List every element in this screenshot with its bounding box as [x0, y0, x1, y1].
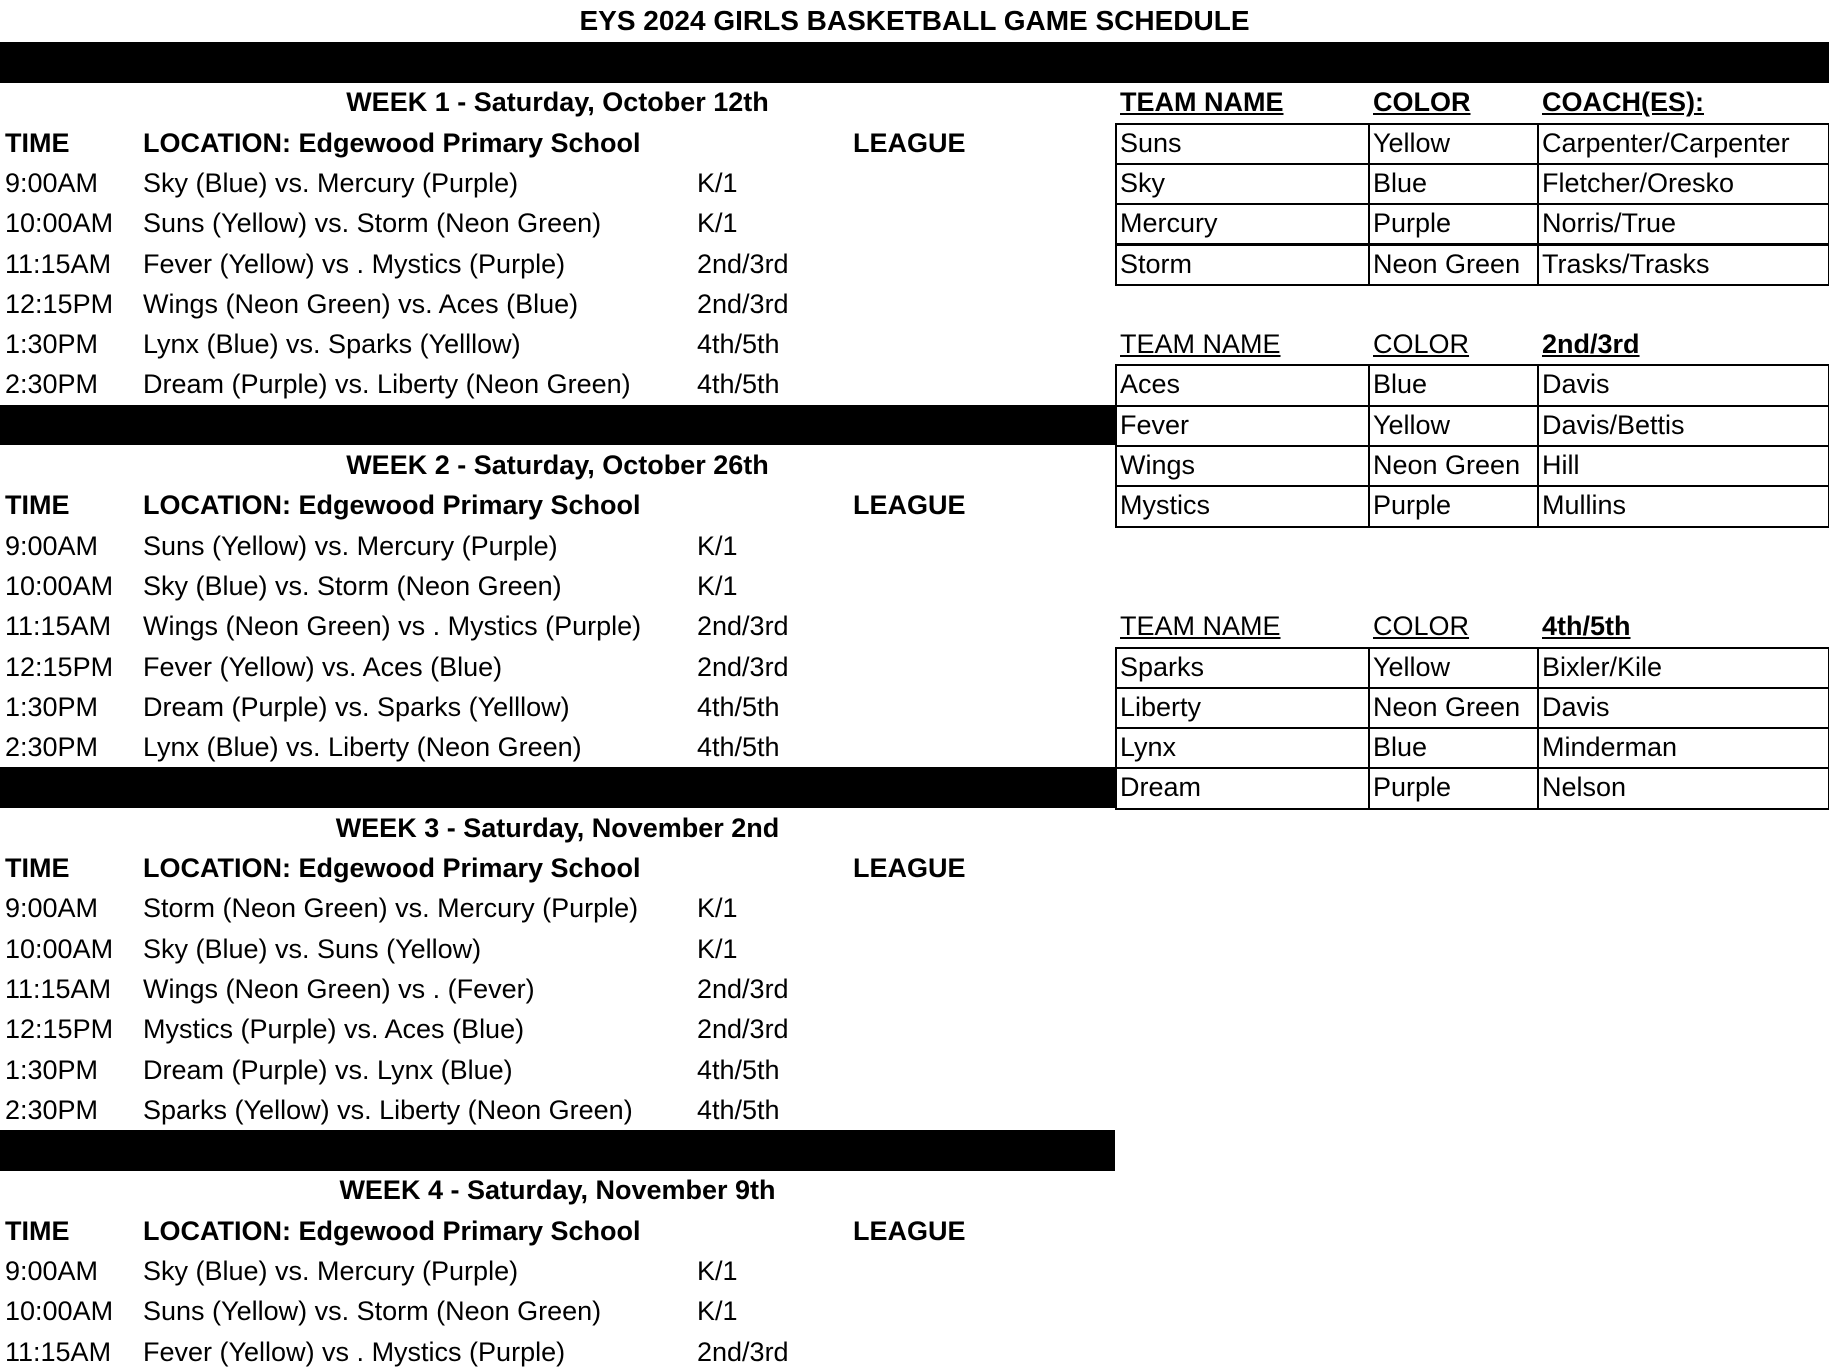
game-matchup: Suns (Yellow) vs. Storm (Neon Green): [143, 1296, 602, 1327]
roster-team-name: Sparks: [1120, 651, 1205, 682]
game-league: 2nd/3rd: [697, 1336, 789, 1367]
game-league: 2nd/3rd: [697, 973, 789, 1004]
roster-team-name: Dream: [1120, 772, 1202, 803]
game-league: 4th/5th: [697, 369, 780, 400]
game-league: K/1: [697, 530, 738, 561]
game-league: 2nd/3rd: [697, 611, 789, 642]
game-matchup: Fever (Yellow) vs . Mystics (Purple): [143, 248, 566, 279]
game-league: K/1: [697, 893, 738, 924]
roster-coach-header: 2nd/3rd: [1542, 329, 1640, 360]
roster-team-color: Neon Green: [1373, 450, 1521, 480]
game-time: 1:30PM: [5, 691, 99, 722]
roster-team-name: Storm: [1120, 248, 1193, 279]
roster-team-coach: Minderman: [1542, 732, 1678, 763]
roster-team-name: Wings: [1120, 450, 1196, 480]
league-header: LEAGUE: [853, 853, 966, 883]
roster-coach-header: COACH(ES):: [1542, 87, 1704, 118]
week-heading: WEEK 3 - Saturday, November 2nd: [335, 812, 780, 843]
roster-team-color: Neon Green: [1373, 691, 1521, 722]
game-time: 2:30PM: [5, 1094, 99, 1125]
game-league: 2nd/3rd: [697, 288, 789, 319]
game-matchup: Dream (Purple) vs. Liberty (Neon Green): [143, 369, 631, 400]
roster-team-color: Blue: [1373, 369, 1428, 400]
roster-team-color: Blue: [1373, 167, 1428, 198]
roster-team-color: Neon Green: [1373, 248, 1521, 279]
roster-team-coach: Carpenter/Carpenter: [1542, 127, 1790, 158]
roster-team-name: Fever: [1120, 409, 1190, 440]
roster-coach-header: 4th/5th: [1542, 611, 1631, 642]
roster-team-color: Purple: [1373, 772, 1452, 803]
game-league: 2nd/3rd: [697, 651, 789, 682]
game-time: 9:00AM: [5, 167, 99, 198]
game-league: 4th/5th: [697, 329, 780, 360]
roster-team-coach: Fletcher/Oresko: [1542, 167, 1735, 198]
game-matchup: Wings (Neon Green) vs. Aces (Blue): [143, 288, 579, 319]
game-matchup: Suns (Yellow) vs. Storm (Neon Green): [143, 208, 602, 239]
game-time: 1:30PM: [5, 1054, 99, 1085]
roster-team-coach: Davis: [1542, 691, 1610, 722]
game-league: 4th/5th: [697, 691, 780, 722]
game-matchup: Sky (Blue) vs. Mercury (Purple): [143, 167, 519, 198]
roster-team-name: Mystics: [1120, 490, 1210, 521]
game-matchup: Wings (Neon Green) vs . Mystics (Purple): [143, 611, 642, 642]
roster-team-color: Yellow: [1373, 409, 1451, 440]
game-league: 2nd/3rd: [697, 248, 789, 279]
time-header: TIME: [5, 853, 70, 883]
location-header: LOCATION: Edgewood Primary School: [143, 1215, 641, 1246]
roster-team-name: Suns: [1120, 127, 1182, 158]
game-time: 11:15AM: [5, 611, 112, 642]
game-time: 11:15AM: [5, 248, 112, 279]
game-time: 10:00AM: [5, 208, 114, 239]
game-league: K/1: [697, 1296, 738, 1327]
week-heading: WEEK 2 - Saturday, October 26th: [346, 450, 769, 480]
game-time: 10:00AM: [5, 570, 114, 601]
game-matchup: Sky (Blue) vs. Suns (Yellow): [143, 933, 482, 964]
game-league: 4th/5th: [697, 1054, 780, 1085]
roster-team-color: Yellow: [1373, 127, 1451, 158]
roster-team-name: Mercury: [1120, 208, 1218, 239]
location-header: LOCATION: Edgewood Primary School: [143, 127, 641, 158]
game-league: K/1: [697, 167, 738, 198]
game-time: 12:15PM: [5, 651, 114, 682]
roster-team-header: TEAM NAME: [1120, 329, 1281, 360]
game-time: 1:30PM: [5, 329, 99, 360]
week-heading: WEEK 1 - Saturday, October 12th: [346, 87, 769, 118]
league-header: LEAGUE: [853, 490, 966, 521]
game-league: K/1: [697, 570, 738, 601]
separator-bar: [0, 1130, 1115, 1171]
roster-team-color: Blue: [1373, 732, 1428, 763]
roster-team-name: Liberty: [1120, 691, 1202, 722]
page-title: EYS 2024 GIRLS BASKETBALL GAME SCHEDULE: [579, 5, 1250, 36]
game-time: 10:00AM: [5, 933, 114, 964]
roster-team-header: TEAM NAME: [1120, 87, 1284, 118]
game-matchup: Fever (Yellow) vs . Mystics (Purple): [143, 1336, 566, 1367]
location-header: LOCATION: Edgewood Primary School: [143, 490, 641, 521]
game-matchup: Dream (Purple) vs. Sparks (Yelllow): [143, 691, 570, 722]
separator-bar: [0, 767, 1115, 808]
game-league: 4th/5th: [697, 1094, 780, 1125]
game-time: 10:00AM: [5, 1296, 114, 1327]
game-league: 2nd/3rd: [697, 1014, 789, 1045]
roster-cell-border: [1537, 445, 1829, 487]
roster-color-header: COLOR: [1373, 87, 1471, 118]
league-header: LEAGUE: [853, 127, 966, 158]
game-league: K/1: [697, 208, 738, 239]
game-matchup: Lynx (Blue) vs. Sparks (Yelllow): [143, 329, 521, 360]
roster-team-coach: Bixler/Kile: [1542, 651, 1663, 682]
separator-bar: [0, 405, 1115, 446]
game-time: 2:30PM: [5, 369, 99, 400]
week-heading: WEEK 4 - Saturday, November 9th: [339, 1175, 776, 1206]
game-time: 9:00AM: [5, 893, 99, 924]
game-time: 12:15PM: [5, 1014, 114, 1045]
game-time: 11:15AM: [5, 1336, 112, 1367]
location-header: LOCATION: Edgewood Primary School: [143, 853, 641, 883]
game-time: 11:15AM: [5, 973, 112, 1004]
game-matchup: Dream (Purple) vs. Lynx (Blue): [143, 1054, 513, 1085]
roster-color-header: COLOR: [1373, 329, 1470, 360]
roster-team-coach: Trasks/Trasks: [1542, 248, 1710, 279]
league-header: LEAGUE: [853, 1215, 966, 1246]
roster-team-color: Purple: [1373, 208, 1452, 239]
game-league: K/1: [697, 933, 738, 964]
roster-team-coach: Nelson: [1542, 772, 1627, 803]
roster-team-coach: Mullins: [1542, 490, 1627, 521]
roster-team-coach: Norris/True: [1542, 208, 1677, 239]
game-league: K/1: [697, 1256, 738, 1286]
roster-team-color: Yellow: [1373, 651, 1451, 682]
roster-team-coach: Davis/Bettis: [1542, 409, 1685, 440]
time-header: TIME: [5, 490, 70, 521]
game-matchup: Sky (Blue) vs. Mercury (Purple): [143, 1256, 519, 1286]
game-matchup: Fever (Yellow) vs. Aces (Blue): [143, 651, 503, 682]
time-header: TIME: [5, 1215, 70, 1246]
game-matchup: Sparks (Yellow) vs. Liberty (Neon Green): [143, 1094, 633, 1125]
game-time: 9:00AM: [5, 1256, 99, 1286]
game-matchup: Mystics (Purple) vs. Aces (Blue): [143, 1014, 525, 1045]
game-matchup: Suns (Yellow) vs. Mercury (Purple): [143, 530, 558, 561]
roster-team-header: TEAM NAME: [1120, 611, 1281, 642]
game-matchup: Sky (Blue) vs. Storm (Neon Green): [143, 570, 562, 601]
game-time: 2:30PM: [5, 732, 99, 763]
roster-team-name: Lynx: [1120, 732, 1177, 763]
game-matchup: Wings (Neon Green) vs . (Fever): [143, 973, 535, 1004]
game-matchup: Storm (Neon Green) vs. Mercury (Purple): [143, 893, 639, 924]
roster-team-color: Purple: [1373, 490, 1452, 521]
game-time: 9:00AM: [5, 530, 99, 561]
roster-team-coach: Hill: [1542, 450, 1580, 480]
roster-team-coach: Davis: [1542, 369, 1610, 400]
game-time: 12:15PM: [5, 288, 114, 319]
roster-team-name: Sky: [1120, 167, 1166, 198]
roster-color-header: COLOR: [1373, 611, 1470, 642]
game-matchup: Lynx (Blue) vs. Liberty (Neon Green): [143, 732, 582, 763]
roster-team-name: Aces: [1120, 369, 1181, 400]
separator-bar: [0, 42, 1829, 83]
game-league: 4th/5th: [697, 732, 780, 763]
time-header: TIME: [5, 127, 70, 158]
